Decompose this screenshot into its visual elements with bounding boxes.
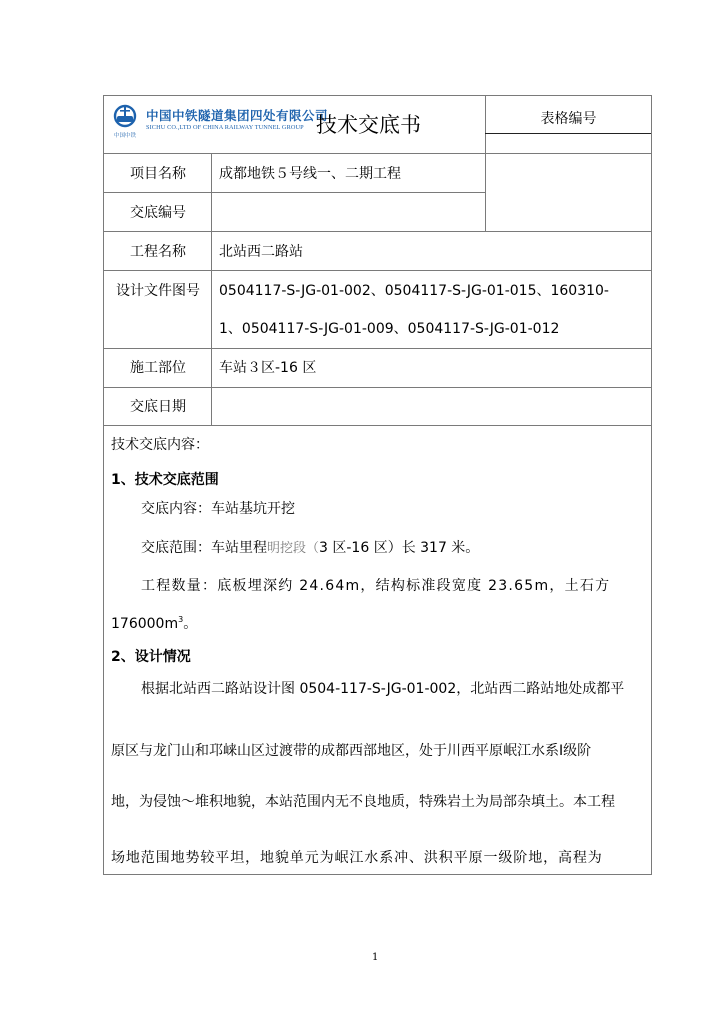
- briefing-number-label: 交底编号: [130, 205, 186, 221]
- earthwork-volume: 176000m: [111, 616, 179, 632]
- project-name-value: 成都地铁５号线一、二期工程: [219, 166, 401, 182]
- content-intro: 技术交底内容：: [111, 437, 209, 453]
- drawing-number-label: 设计文件图号: [116, 283, 200, 299]
- briefing-scope-faint: 明挖段（: [267, 541, 320, 556]
- construction-part-label: 施工部位: [130, 360, 186, 376]
- project-name-label: 项目名称: [130, 166, 186, 182]
- row-line-2: [103, 192, 485, 193]
- company-name-en: SICHU CO.,LTD OF CHINA RAILWAY TUNNEL GROUP: [146, 124, 304, 131]
- row-line-7: [103, 425, 652, 426]
- quantity-item-line-2: [111, 615, 197, 633]
- sentence-end: 。: [183, 616, 198, 632]
- row-line-1: [103, 153, 652, 154]
- quantity-item-line-1: 工程数量：底板埋深约 24.64m，结构标准段宽度 23.65m，土石方: [141, 578, 611, 594]
- row-line-6: [103, 387, 652, 388]
- section-2-heading: 2、设计情况: [111, 649, 191, 665]
- svg-text:中国中铁: 中国中铁: [113, 133, 137, 139]
- briefing-date-label: 交底日期: [130, 399, 186, 415]
- drawing-number-line-1: 0504117-S-JG-01-002、0504117-S-JG-01-015、160310-: [219, 283, 609, 299]
- table-border-top: [103, 95, 652, 96]
- company-name-cn: 中国中铁隧道集团四处有限公司: [146, 108, 329, 123]
- drawing-number-line-2: 1、0504117-S-JG-01-009、0504117-S-JG-01-012: [219, 321, 560, 337]
- cubic-superscript: 3: [178, 615, 184, 624]
- form-number-divider: [485, 133, 651, 134]
- work-name-label: 工程名称: [130, 244, 186, 260]
- design-paragraph-line-1: 根据北站西二路站设计图 0504-117-S-JG-01-002，北站西二路站地处成都平: [141, 681, 625, 697]
- design-paragraph-line-2: 原区与龙门山和邛崃山区过渡带的成都西部地区，处于川西平原岷江水系Ⅰ级阶: [111, 743, 592, 759]
- design-paragraph-line-4: 场地范围地势较平坦，地貌单元为岷江水系冲、洪积平原一级阶地，高程为: [111, 850, 603, 866]
- row-line-5: [103, 348, 652, 349]
- work-name-value: 北站西二路站: [219, 244, 303, 260]
- form-number-label: 表格编号: [540, 111, 597, 127]
- page-number: 1: [372, 952, 379, 963]
- briefing-scope-prefix: 交底范围：车站里程: [141, 540, 267, 556]
- briefing-scope-item: [141, 539, 479, 558]
- section-1-heading: 1、技术交底范围: [111, 472, 219, 488]
- briefing-scope-suffix: 3 区-16 区）长 317 米。: [319, 540, 480, 556]
- row-line-4: [103, 270, 652, 271]
- document-title: 技术交底书: [316, 113, 421, 137]
- company-emblem-icon: [112, 104, 138, 140]
- briefing-content-item: 交底内容：车站基坑开挖: [141, 501, 295, 517]
- company-logo: [112, 104, 329, 142]
- design-paragraph-line-3: 地，为侵蚀～堆积地貌，本站范围内无不良地质，特殊岩土为局部杂填土。本工程: [111, 794, 615, 810]
- construction-part-value: 车站３区-16 区: [219, 360, 317, 376]
- table-border-right: [651, 95, 652, 875]
- row-line-3: [103, 231, 652, 232]
- table-border-bottom: [103, 874, 652, 875]
